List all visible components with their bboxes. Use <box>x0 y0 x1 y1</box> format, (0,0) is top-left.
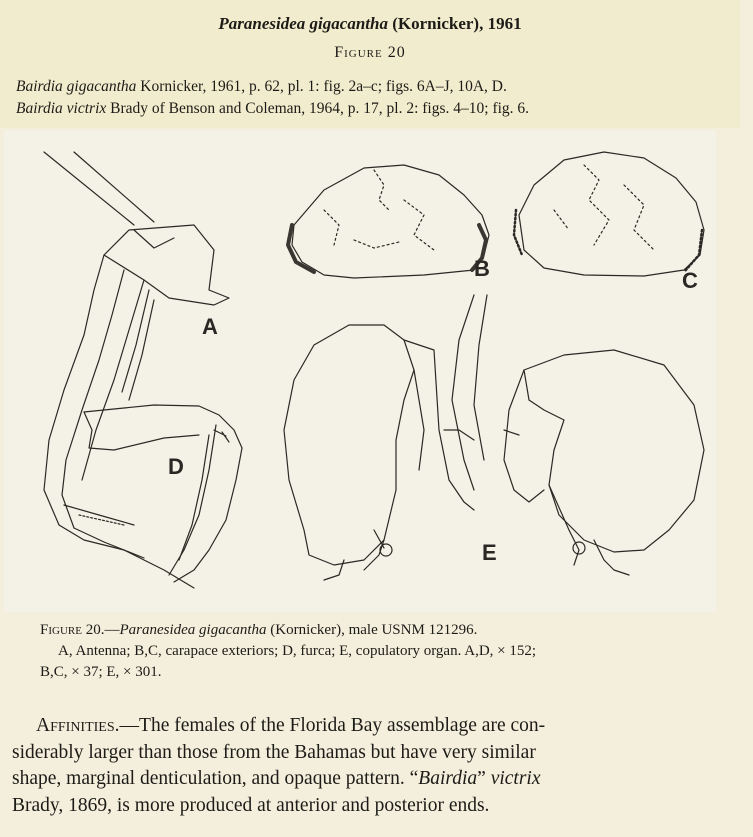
figure-caption <box>40 620 720 683</box>
species-name: Paranesidea gigacantha <box>218 14 388 33</box>
label-c: C <box>682 268 698 293</box>
label-e: E <box>482 540 497 565</box>
paragraph-text: shape, marginal denticulation, and opaque pattern. “ <box>12 768 419 789</box>
plate-drawing <box>4 130 716 612</box>
paragraph-text: —The females of the Florida Bay assemblage are con- <box>119 715 546 736</box>
carapace-c-drawing <box>514 152 704 276</box>
caption-head: Figure 20.— <box>40 622 120 638</box>
species-authority: (Kornicker), 1961 <box>392 14 522 33</box>
synonym-taxon: Bairdia gigacantha <box>16 78 137 95</box>
paragraph-line: Brady, 1869, is more produced at anterior and posterior ends. <box>12 794 490 816</box>
paragraph-line <box>12 766 736 793</box>
synonymy-entry <box>16 100 529 118</box>
caption-line: A, Antenna; B,C, carapace exteriors; D, furca; E, copulatory organ. A,D, × 152; <box>58 643 537 659</box>
caption-specimen: (Kornicker), male USNM 121296. <box>270 622 478 638</box>
section-lead: Affinities. <box>36 715 120 736</box>
paragraph-line <box>12 713 736 740</box>
label-b: B <box>474 256 490 281</box>
paragraph-text: ” <box>477 768 491 789</box>
taxon-name: victrix <box>490 768 541 789</box>
paragraph-line: siderably larger than those from the Bahamas but have very similar <box>12 741 536 763</box>
figure-plate <box>4 130 716 612</box>
species-header <box>0 0 740 128</box>
figure-heading: Figure 20 <box>334 44 406 61</box>
synonym-citation: Brady of Benson and Coleman, 1964, p. 17, pl. 2: figs. 4–10; fig. 6. <box>110 100 530 117</box>
caption-species: Paranesidea gigacantha <box>119 622 267 638</box>
species-title <box>0 14 740 34</box>
synonym-citation: Kornicker, 1961, p. 62, pl. 1: fig. 2a–c; figs. 6A–J, 10A, D. <box>140 78 507 95</box>
affinities-paragraph <box>12 713 736 819</box>
copulatory-organ-drawing <box>284 295 704 580</box>
caption-line: B,C, × 37; E, × 301. <box>40 664 162 680</box>
taxon-name: Bairdia <box>418 768 478 789</box>
synonym-taxon: Bairdia victrix <box>16 100 107 117</box>
caption-line <box>40 620 720 641</box>
antenna-drawing <box>44 152 229 588</box>
label-a: A <box>202 314 218 339</box>
synonymy-entry <box>16 78 507 96</box>
label-d: D <box>168 454 184 479</box>
carapace-b-drawing <box>288 165 489 278</box>
furca-drawing <box>84 405 242 582</box>
